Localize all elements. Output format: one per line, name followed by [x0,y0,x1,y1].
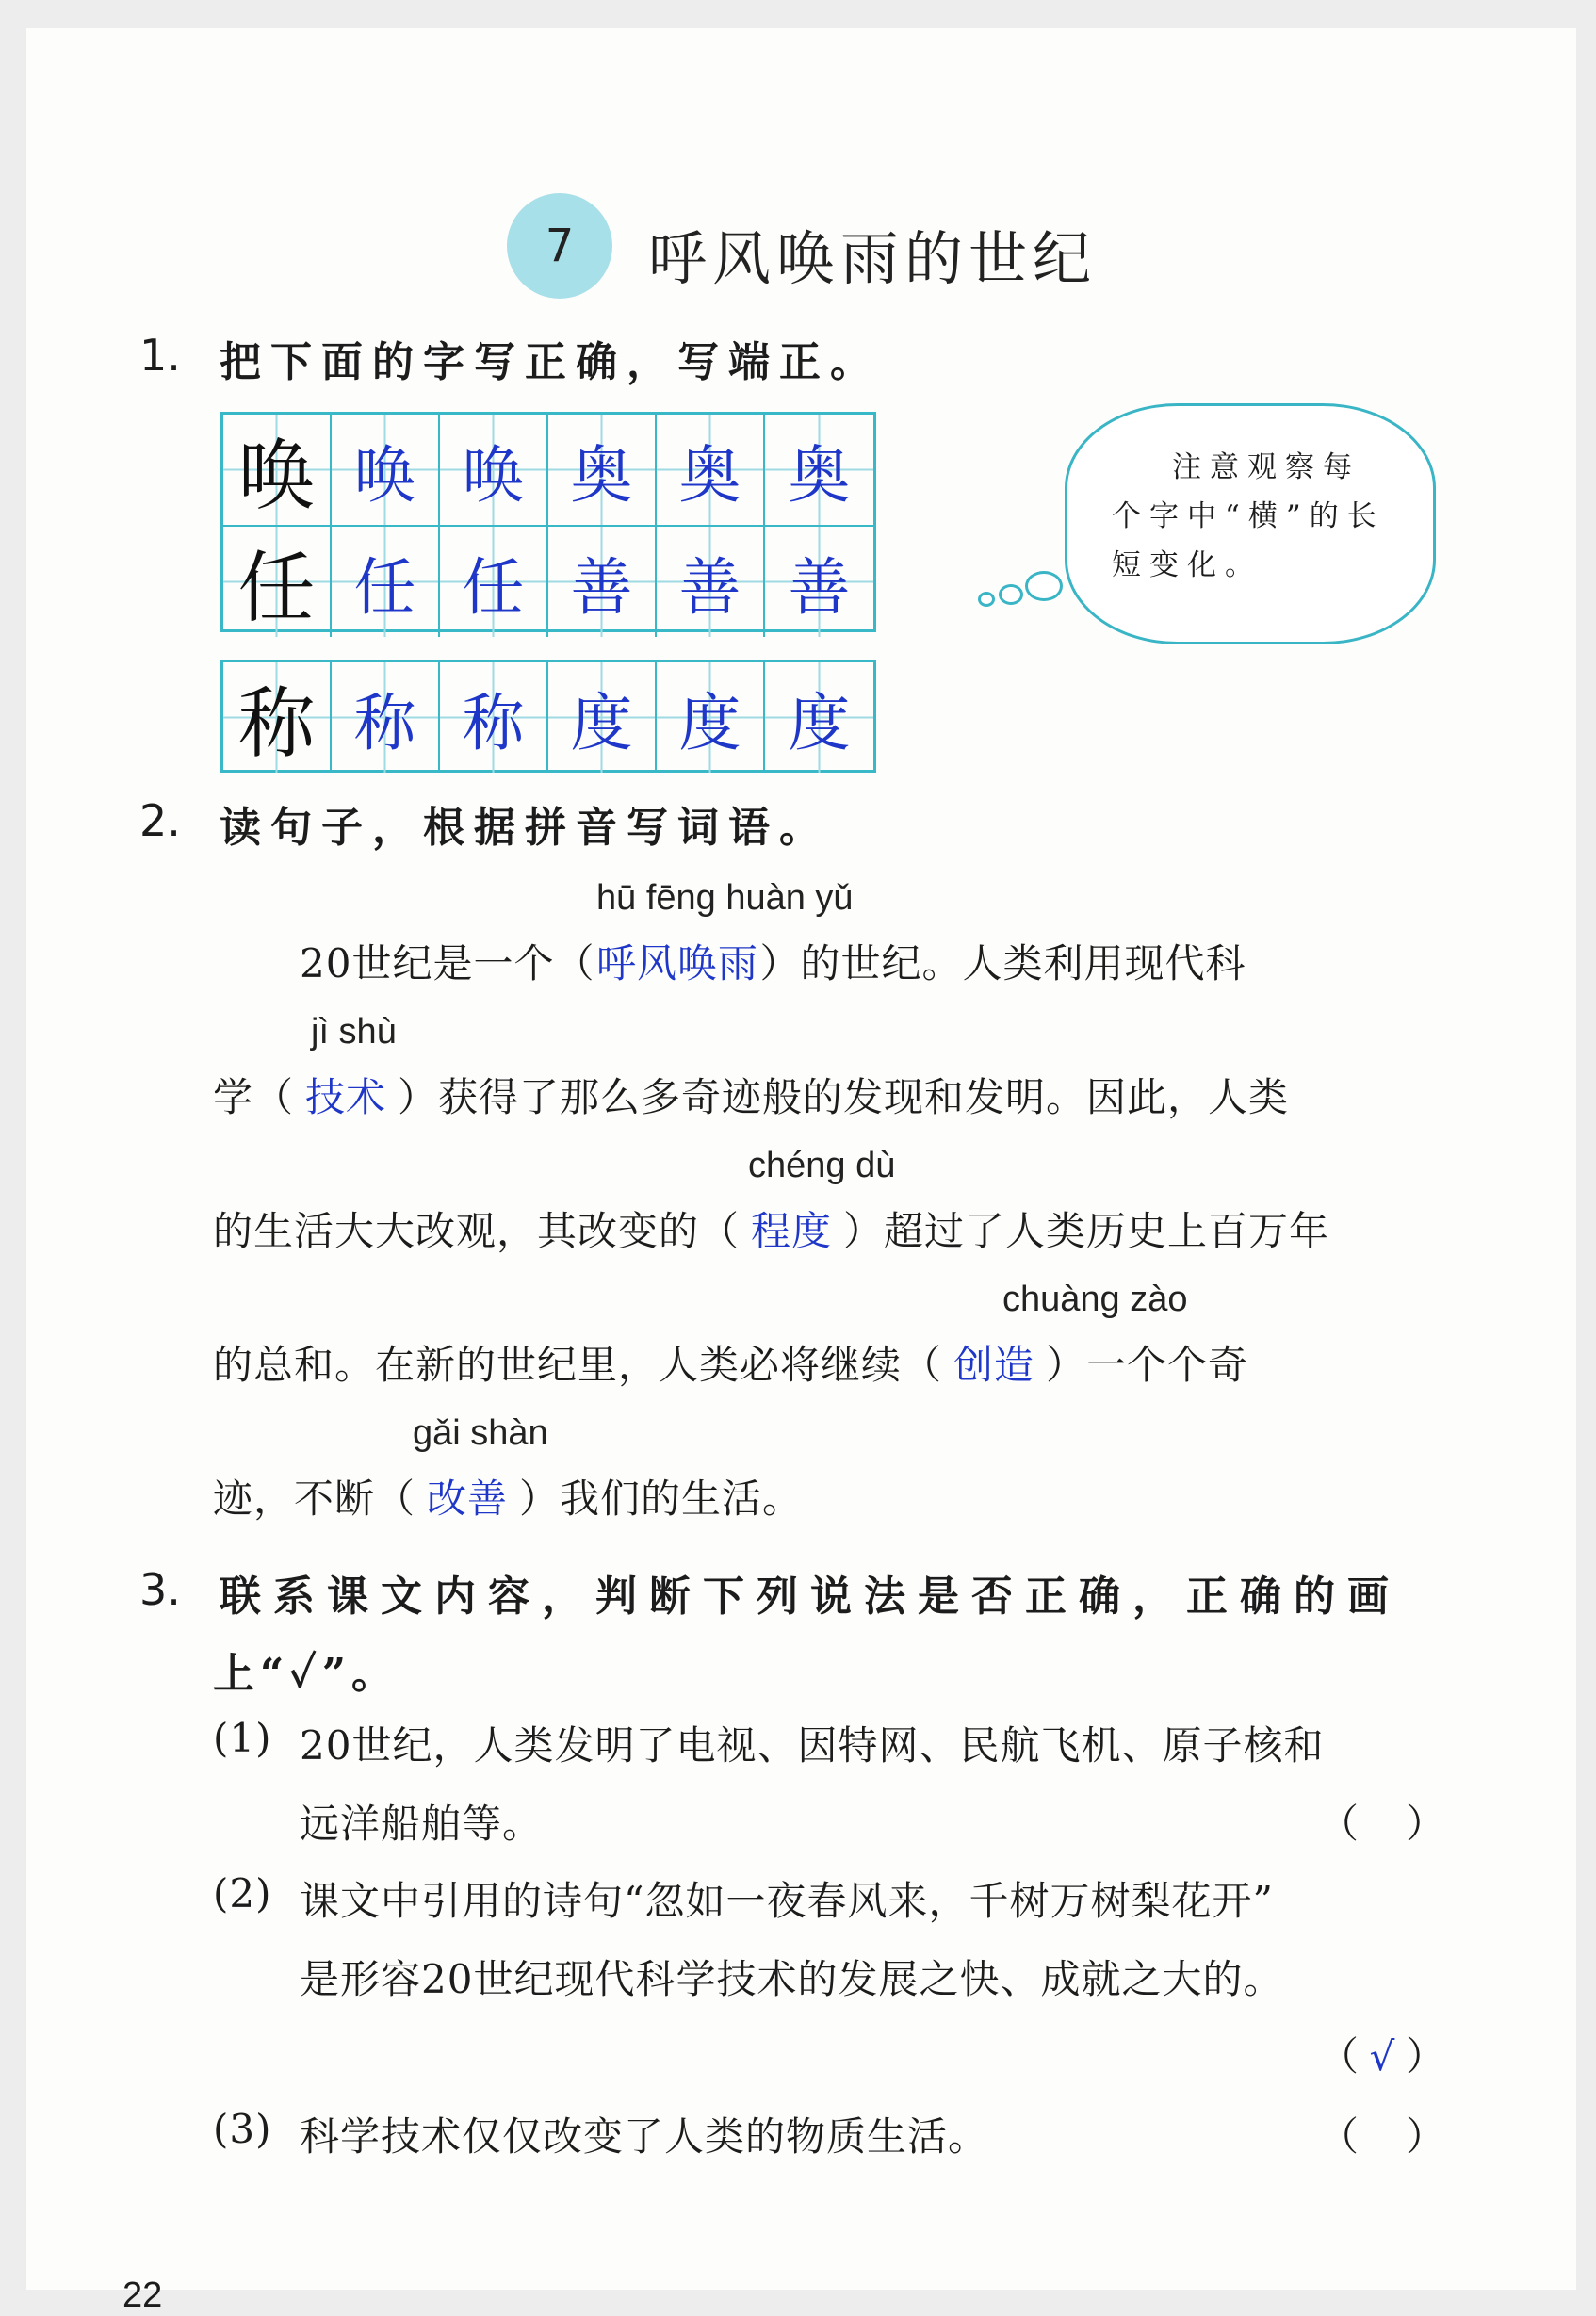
written-character-cell[interactable]: 任 [332,527,440,637]
lesson-number: 7 [545,220,575,272]
bubble-dot [978,592,995,607]
sentence-line-2 [213,1067,1289,1123]
writing-grid-2 [220,660,876,773]
text: ）获得了那么多奇迹般的发现和发明。因此，人类 [398,1074,1290,1120]
text: 迹，不断（ [213,1476,416,1522]
model-character-cell: 任 [223,527,332,637]
written-character-cell[interactable]: 善 [657,527,765,637]
pinyin-3: chéng dù [748,1146,896,1185]
written-character-cell[interactable]: 度 [765,662,873,773]
answer-5: 改善 [427,1476,509,1522]
q2-prompt: 读句子，根据拼音写词语。 [220,804,830,852]
item-2-mark: √ [1369,2033,1395,2080]
text: 的生活大大改观，其改变的（ [213,1208,741,1254]
lesson-title: 呼风唤雨的世纪 [648,224,1098,293]
item-1-label: (1) [213,1715,272,1761]
q1-prompt: 把下面的字写正确，写端正。 [220,338,881,386]
sentence-line-4 [213,1334,1248,1391]
q3-number: 3. [139,1564,181,1615]
item-1-answer-box[interactable]: （ ） [1319,1801,1446,1847]
written-character-cell[interactable]: 唤 [332,415,440,527]
written-character-cell[interactable]: 善 [765,527,873,637]
pinyin-5: gǎi shàn [413,1413,548,1453]
answer-3: 程度 [751,1208,833,1254]
written-character-cell[interactable]: 善 [548,527,657,637]
item-2-label: (2) [213,1870,272,1916]
written-character-cell[interactable]: 度 [657,662,765,773]
page-number: 22 [122,2275,163,2315]
bubble-dot [999,584,1023,605]
pinyin-2: jì shù [311,1012,397,1052]
item-2-line1: 课文中引用的诗句“忽如一夜春风来，千树万树梨花开” [300,1878,1274,1924]
answer-2: 技术 [305,1074,387,1120]
q3-prompt-line2: 上“✓”。 [213,1650,399,1698]
bubble-dot [1025,571,1063,601]
written-character-cell[interactable]: 奥 [765,415,873,527]
written-character-cell[interactable]: 任 [440,527,548,637]
text: ）一个个奇 [1046,1342,1249,1388]
written-character-cell[interactable]: 度 [548,662,657,773]
item-2-line2: 是形容20世纪现代科学技术的发展之快、成就之大的。 [300,1956,1284,2002]
item-3-label: (3) [213,2106,272,2152]
lesson-number-badge [507,193,612,299]
model-character-cell: 唤 [223,415,332,527]
pinyin-4: chuàng zào [1002,1280,1188,1319]
written-character-cell[interactable]: 称 [332,662,440,773]
written-character-cell[interactable]: 称 [440,662,548,773]
text: ）的世纪。人类利用现代科 [759,940,1246,987]
item-1-line1: 20世纪，人类发明了电视、因特网、民航飞机、原子核和 [300,1722,1325,1769]
model-character-cell: 称 [223,662,332,773]
workbook-page [26,28,1576,2315]
answer-4: 创造 [953,1342,1035,1388]
text: ）超过了人类历史上百万年 [843,1208,1330,1254]
item-2-answer-box[interactable]: （ √ ） [1319,2033,1446,2080]
text: ）我们的生活。 [519,1476,804,1522]
item-3-line1: 科学技术仅仅改变了人类的物质生活。 [300,2113,989,2160]
text: 20世纪是一个（ [300,940,595,987]
q3-prompt-line1: 联系课文内容，判断下列说法是否正确，正确的画 [220,1573,1401,1621]
q2-number: 2. [139,795,181,846]
written-character-cell[interactable]: 唤 [440,415,548,527]
tip-text: 注意观察每个字中“横”的长短变化。 [1112,450,1385,582]
item-1-line2: 远洋船舶等。 [300,1801,544,1847]
text: 学（ [213,1074,295,1120]
written-character-cell[interactable]: 奥 [548,415,657,527]
pinyin-1: hū fēng huàn yǔ [596,878,854,918]
answer-1: 呼风唤雨 [595,940,758,987]
q1-number: 1. [139,330,181,381]
written-character-cell[interactable]: 奥 [657,415,765,527]
sentence-line-3 [213,1200,1329,1257]
text: 的总和。在新的世纪里，人类必将继续（ [213,1342,943,1388]
item-3-answer-box[interactable]: （ ） [1319,2113,1446,2160]
sentence-line-1 [300,933,1246,989]
sentence-line-5 [213,1468,803,1525]
writing-grid-1 [220,412,876,632]
